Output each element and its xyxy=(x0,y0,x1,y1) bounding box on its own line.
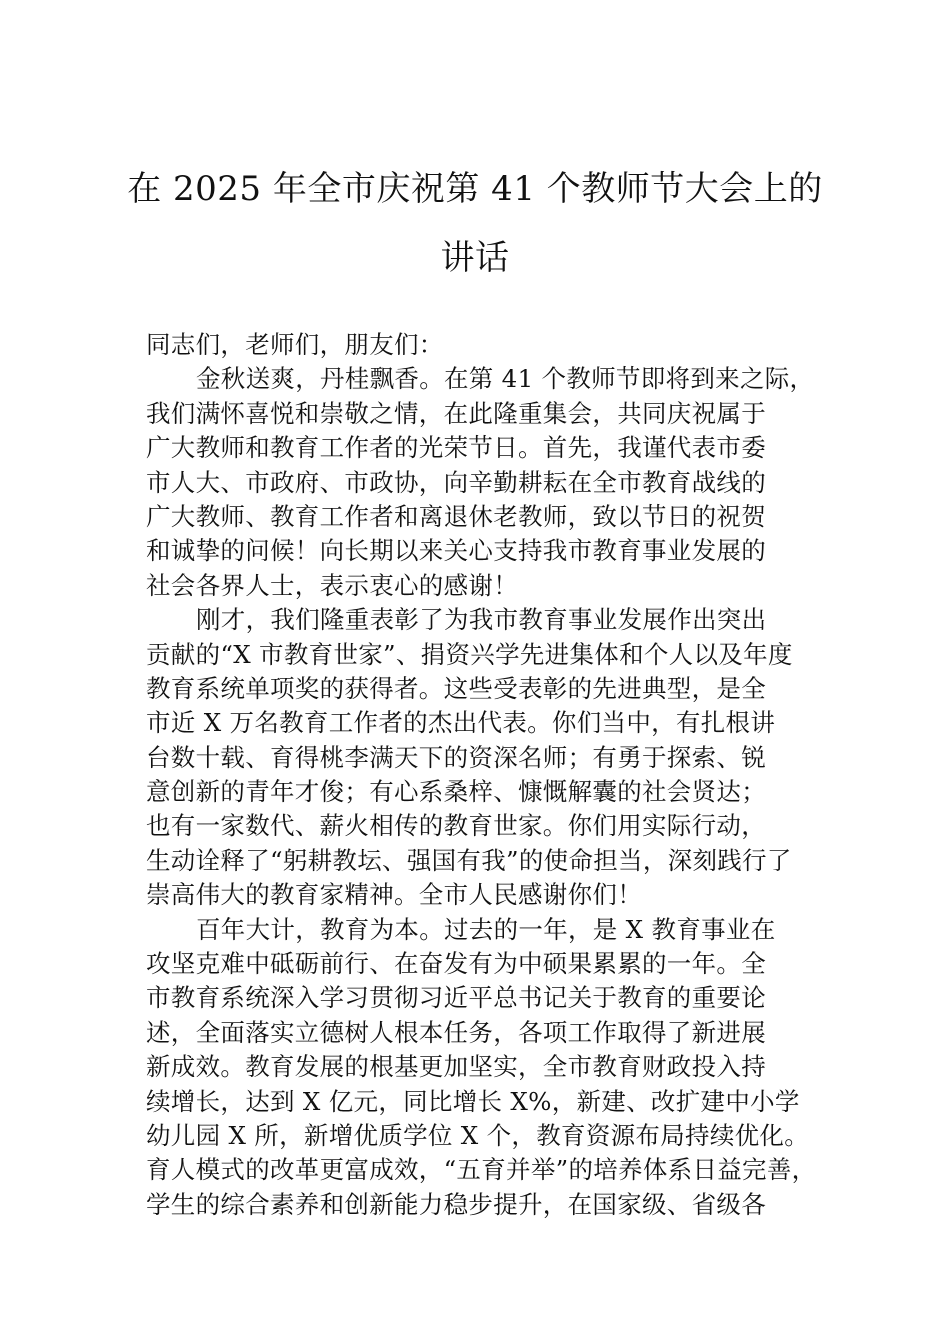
body-text-line: 述，全面落实立德树人根本任务，各项工作取得了新进展 xyxy=(146,1017,766,1047)
document-body xyxy=(146,328,836,1222)
body-text-line: 也有一家数代、薪火相传的教育世家。你们用实际行动， xyxy=(146,811,766,841)
body-text-line: 和诚挚的问候！向长期以来关心支持我市教育事业发展的 xyxy=(146,536,766,566)
body-text-line: 市人大、市政府、市政协，向辛勤耕耘在全市教育战线的 xyxy=(146,467,766,497)
body-text-line: 金秋送爽，丹桂飘香。在第 41 个教师节即将到来之际， xyxy=(196,364,815,394)
document-title-line-2: 讲话 xyxy=(440,238,510,278)
body-text-line: 意创新的青年才俊；有心系桑梓、慷慨解囊的社会贤达； xyxy=(146,777,766,807)
body-text-line: 续增长，达到 X 亿元，同比增长 X%，新建、改扩建中小学 xyxy=(146,1086,800,1116)
body-text-line: 刚才，我们隆重表彰了为我市教育事业发展作出突出 xyxy=(196,605,767,635)
body-text-line: 百年大计，教育为本。过去的一年，是 X 教育事业在 xyxy=(196,914,776,944)
body-text-line: 攻坚克难中砥砺前行、在奋发有为中硕果累累的一年。全 xyxy=(146,949,766,979)
body-text-line: 我们满怀喜悦和崇敬之情，在此隆重集会，共同庆祝属于 xyxy=(146,398,766,428)
body-text-line: 教育系统单项奖的获得者。这些受表彰的先进典型，是全 xyxy=(146,673,766,703)
body-text-line: 育人模式的改革更富成效，“五育并举”的培养体系日益完善， xyxy=(146,1155,817,1185)
body-text-line: 崇高伟大的教育家精神。全市人民感谢你们！ xyxy=(146,880,642,910)
body-text-line: 贡献的“X 市教育世家”、捐资兴学先进集体和个人以及年度 xyxy=(146,639,793,669)
body-text-line: 新成效。教育发展的根基更加坚实，全市教育财政投入持 xyxy=(146,1052,766,1082)
body-text-line: 市教育系统深入学习贯彻习近平总书记关于教育的重要论 xyxy=(146,983,766,1013)
body-text-line: 广大教师、教育工作者和离退休老教师，致以节日的祝贺 xyxy=(146,501,766,531)
body-text-line: 台数十载、育得桃李满天下的资深名师；有勇于探索、锐 xyxy=(146,742,766,772)
body-text-line: 学生的综合素养和创新能力稳步提升，在国家级、省级各 xyxy=(146,1189,766,1219)
body-text-line: 市近 X 万名教育工作者的杰出代表。你们当中，有扎根讲 xyxy=(146,708,776,738)
body-text-line: 生动诠释了“躬耕教坛、强国有我”的使命担当，深刻践行了 xyxy=(146,845,792,875)
body-text-line: 幼儿园 X 所，新增优质学位 X 个，教育资源布局持续优化。 xyxy=(146,1120,810,1150)
body-text-line: 广大教师和教育工作者的光荣节日。首先，我谨代表市委 xyxy=(146,433,766,463)
body-text-line: 社会各界人士，表示衷心的感谢！ xyxy=(146,570,518,600)
document-title-line-1: 在 2025 年全市庆祝第 41 个教师节大会上的 xyxy=(127,169,823,209)
body-text-line: 同志们，老师们，朋友们： xyxy=(146,330,444,359)
